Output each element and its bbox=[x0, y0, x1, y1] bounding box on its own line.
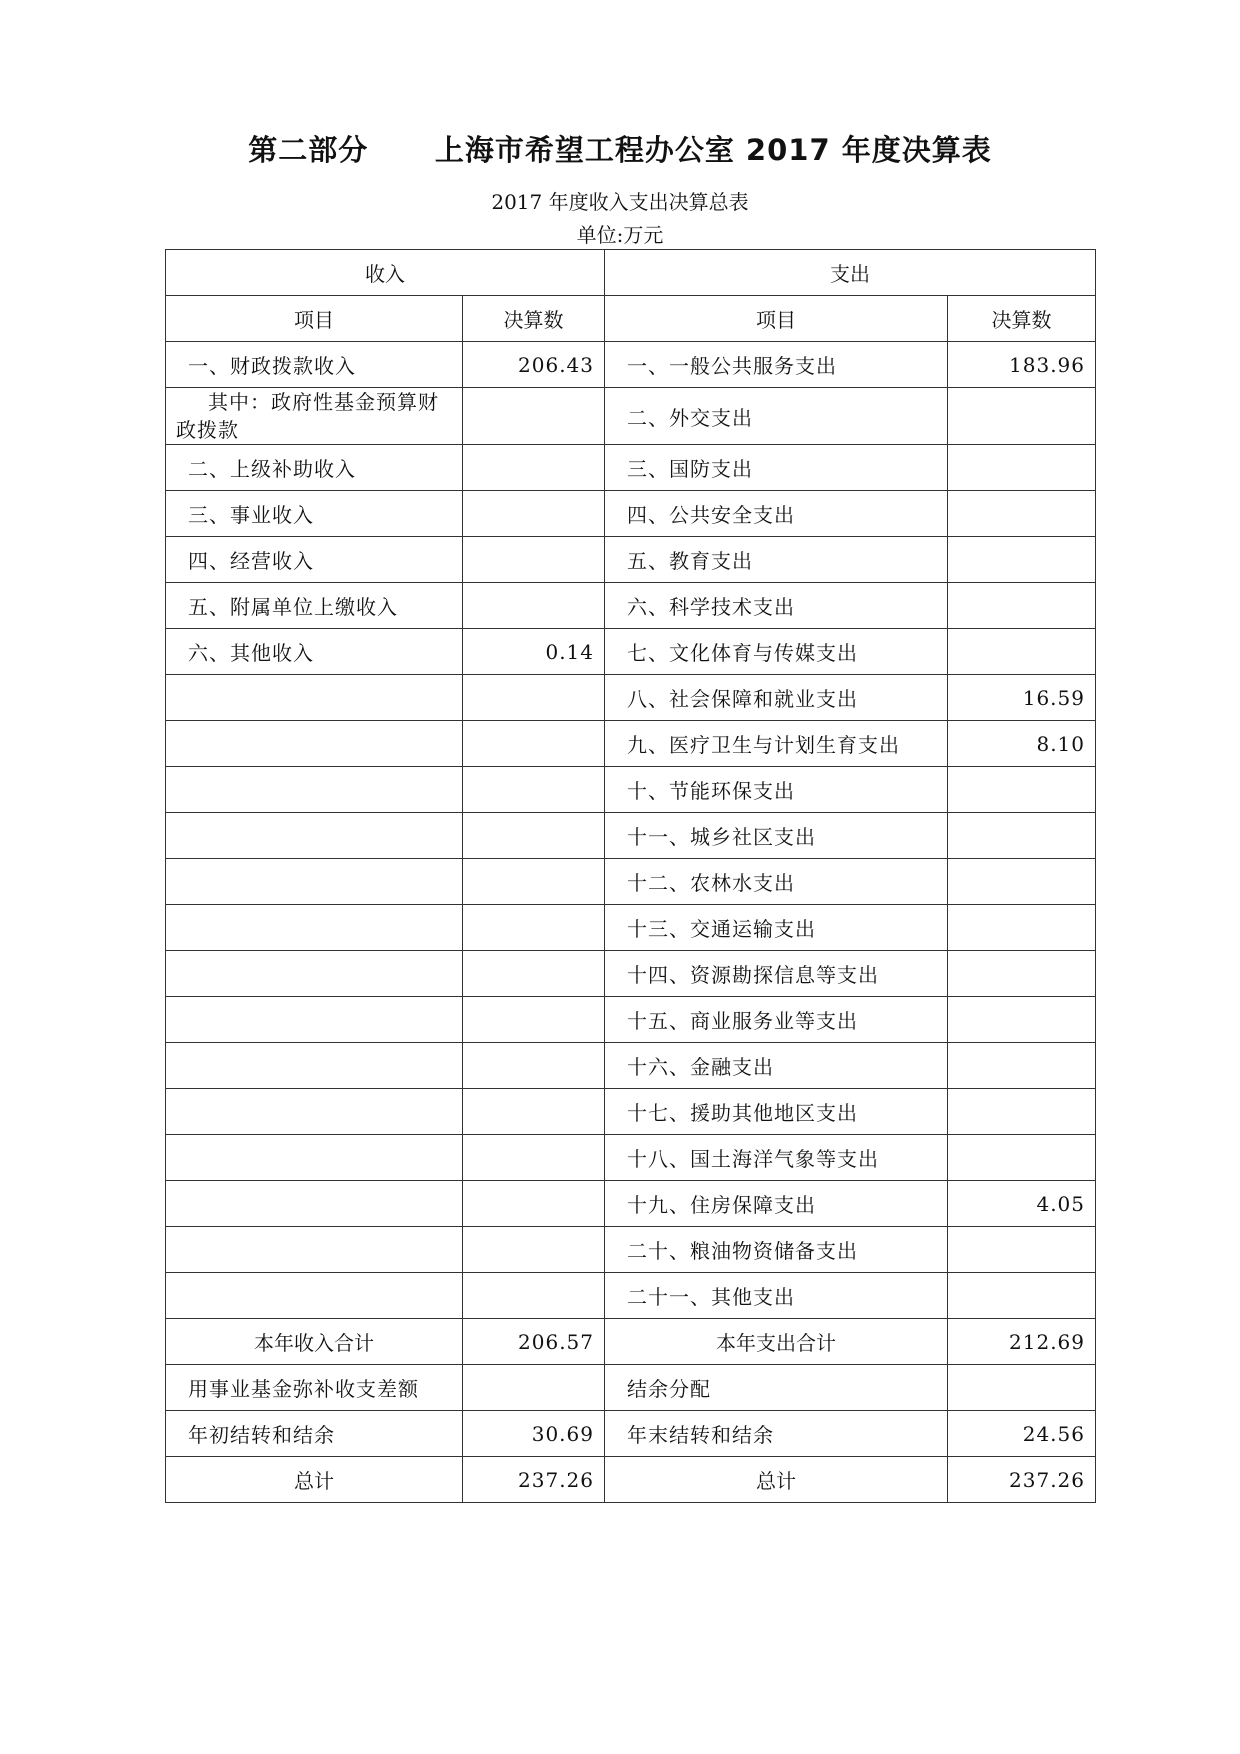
income-item-cell bbox=[166, 1273, 463, 1319]
income-amount-cell bbox=[463, 675, 605, 721]
table-row bbox=[166, 859, 1096, 905]
section-header-row bbox=[166, 250, 1096, 296]
table-row bbox=[166, 1273, 1096, 1319]
income-item-cell bbox=[166, 859, 463, 905]
table-row bbox=[166, 537, 1096, 583]
income-amount-cell bbox=[463, 1181, 605, 1227]
income-item-cell bbox=[166, 675, 463, 721]
expense-amount-cell bbox=[948, 1089, 1096, 1135]
summary-income-amount-cell: 30.69 bbox=[463, 1411, 605, 1457]
expense-amount-cell bbox=[948, 629, 1096, 675]
income-item-cell bbox=[166, 905, 463, 951]
expense-item-cell: 四、公共安全支出 bbox=[605, 491, 948, 537]
expense-amount-cell bbox=[948, 491, 1096, 537]
summary-expense-item-cell: 总计 bbox=[605, 1457, 948, 1503]
expense-item-cell: 十八、国土海洋气象等支出 bbox=[605, 1135, 948, 1181]
table-row bbox=[166, 767, 1096, 813]
expense-amount-cell: 4.05 bbox=[948, 1181, 1096, 1227]
expense-amount-cell: 16.59 bbox=[948, 675, 1096, 721]
expense-item-cell: 三、国防支出 bbox=[605, 445, 948, 491]
summary-expense-item-cell: 年末结转和结余 bbox=[605, 1411, 948, 1457]
unit-label: 单位:万元 bbox=[576, 223, 664, 247]
summary-expense-item-cell: 结余分配 bbox=[605, 1365, 948, 1411]
income-item-cell: 二、上级补助收入 bbox=[166, 445, 463, 491]
expense-amount-cell bbox=[948, 1135, 1096, 1181]
income-amount-cell bbox=[463, 859, 605, 905]
income-header: 收入 bbox=[166, 250, 605, 296]
summary-income-item-cell: 年初结转和结余 bbox=[166, 1411, 463, 1457]
table-row bbox=[166, 1135, 1096, 1181]
table-row bbox=[166, 629, 1096, 675]
table-row bbox=[166, 1043, 1096, 1089]
expense-item-cell: 十九、住房保障支出 bbox=[605, 1181, 948, 1227]
expense-item-cell: 十、节能环保支出 bbox=[605, 767, 948, 813]
budget-table bbox=[165, 249, 1096, 1503]
expense-amount-cell: 8.10 bbox=[948, 721, 1096, 767]
summary-expense-amount-cell: 237.26 bbox=[948, 1457, 1096, 1503]
expense-amount-cell bbox=[948, 767, 1096, 813]
expense-header: 支出 bbox=[605, 250, 1096, 296]
income-item-cell: 六、其他收入 bbox=[166, 629, 463, 675]
table-row bbox=[166, 388, 1096, 445]
expense-item-cell: 十四、资源勘探信息等支出 bbox=[605, 951, 948, 997]
income-item-cell bbox=[166, 1227, 463, 1273]
income-amount-cell bbox=[463, 767, 605, 813]
summary-expense-amount-cell: 24.56 bbox=[948, 1411, 1096, 1457]
table-row bbox=[166, 1089, 1096, 1135]
expense-amount-cell bbox=[948, 537, 1096, 583]
income-amount-cell bbox=[463, 951, 605, 997]
column-header-row bbox=[166, 296, 1096, 342]
income-item-cell bbox=[166, 1181, 463, 1227]
expense-item-cell: 八、社会保障和就业支出 bbox=[605, 675, 948, 721]
expense-item-cell: 一、一般公共服务支出 bbox=[605, 342, 948, 388]
income-item-cell: 一、财政拨款收入 bbox=[166, 342, 463, 388]
table-title: 2017 年度收入支出决算总表 bbox=[491, 190, 749, 214]
table-row bbox=[166, 997, 1096, 1043]
income-amount-cell bbox=[463, 445, 605, 491]
summary-income-amount-cell: 206.57 bbox=[463, 1319, 605, 1365]
expense-item-cell: 十七、援助其他地区支出 bbox=[605, 1089, 948, 1135]
expense-item-cell: 五、教育支出 bbox=[605, 537, 948, 583]
income-amount-cell: 206.43 bbox=[463, 342, 605, 388]
income-item-cell bbox=[166, 997, 463, 1043]
expense-amount-cell bbox=[948, 859, 1096, 905]
summary-expense-amount-cell bbox=[948, 1365, 1096, 1411]
table-row bbox=[166, 491, 1096, 537]
expense-item-cell: 六、科学技术支出 bbox=[605, 583, 948, 629]
budget-table-body bbox=[166, 250, 1096, 1503]
income-item-cell bbox=[166, 721, 463, 767]
expense-item-cell: 十六、金融支出 bbox=[605, 1043, 948, 1089]
expense-amount-cell bbox=[948, 583, 1096, 629]
income-item-cell: 四、经营收入 bbox=[166, 537, 463, 583]
income-item-column-header: 项目 bbox=[166, 296, 463, 342]
income-item-cell bbox=[166, 1043, 463, 1089]
expense-amount-column-header: 决算数 bbox=[948, 296, 1096, 342]
table-row bbox=[166, 445, 1096, 491]
income-amount-cell bbox=[463, 388, 605, 445]
summary-income-item-cell: 用事业基金弥补收支差额 bbox=[166, 1365, 463, 1411]
expense-item-cell: 二、外交支出 bbox=[605, 388, 948, 445]
income-amount-cell bbox=[463, 491, 605, 537]
expense-amount-cell bbox=[948, 905, 1096, 951]
expense-amount-cell bbox=[948, 813, 1096, 859]
income-item-note: 其中：政府性基金预算财政拨款 bbox=[176, 390, 439, 442]
income-amount-cell bbox=[463, 1135, 605, 1181]
page-title: 第二部分 上海市希望工程办公室 2017 年度决算表 bbox=[248, 133, 992, 167]
summary-expense-item-cell: 本年支出合计 bbox=[605, 1319, 948, 1365]
income-amount-column-header: 决算数 bbox=[463, 296, 605, 342]
table-row bbox=[166, 951, 1096, 997]
expense-amount-cell bbox=[948, 445, 1096, 491]
income-amount-cell bbox=[463, 721, 605, 767]
income-amount-cell bbox=[463, 1273, 605, 1319]
expense-amount-cell bbox=[948, 997, 1096, 1043]
expense-amount-cell: 183.96 bbox=[948, 342, 1096, 388]
summary-row bbox=[166, 1411, 1096, 1457]
expense-amount-cell bbox=[948, 951, 1096, 997]
table-row bbox=[166, 905, 1096, 951]
expense-item-cell: 七、文化体育与传媒支出 bbox=[605, 629, 948, 675]
summary-row bbox=[166, 1365, 1096, 1411]
income-item-cell: 三、事业收入 bbox=[166, 491, 463, 537]
table-row bbox=[166, 342, 1096, 388]
table-row bbox=[166, 675, 1096, 721]
expense-amount-cell bbox=[948, 1227, 1096, 1273]
income-amount-cell bbox=[463, 1089, 605, 1135]
table-row bbox=[166, 583, 1096, 629]
expense-item-cell: 十五、商业服务业等支出 bbox=[605, 997, 948, 1043]
income-amount-cell bbox=[463, 813, 605, 859]
income-item-cell bbox=[166, 388, 463, 445]
expense-item-cell: 九、医疗卫生与计划生育支出 bbox=[605, 721, 948, 767]
expense-amount-cell bbox=[948, 1273, 1096, 1319]
summary-income-item-cell: 总计 bbox=[166, 1457, 463, 1503]
expense-item-cell: 二十一、其他支出 bbox=[605, 1273, 948, 1319]
expense-item-column-header: 项目 bbox=[605, 296, 948, 342]
summary-row bbox=[166, 1319, 1096, 1365]
table-row bbox=[166, 1227, 1096, 1273]
income-item-cell bbox=[166, 1135, 463, 1181]
expense-item-cell: 十一、城乡社区支出 bbox=[605, 813, 948, 859]
table-row bbox=[166, 721, 1096, 767]
income-item-cell bbox=[166, 1089, 463, 1135]
income-amount-cell bbox=[463, 997, 605, 1043]
expense-amount-cell bbox=[948, 388, 1096, 445]
income-amount-cell bbox=[463, 1043, 605, 1089]
income-amount-cell bbox=[463, 1227, 605, 1273]
income-item-cell: 五、附属单位上缴收入 bbox=[166, 583, 463, 629]
summary-expense-amount-cell: 212.69 bbox=[948, 1319, 1096, 1365]
summary-income-item-cell: 本年收入合计 bbox=[166, 1319, 463, 1365]
summary-row bbox=[166, 1457, 1096, 1503]
table-row bbox=[166, 1181, 1096, 1227]
income-amount-cell bbox=[463, 537, 605, 583]
income-amount-cell bbox=[463, 905, 605, 951]
income-item-cell bbox=[166, 767, 463, 813]
expense-item-cell: 十三、交通运输支出 bbox=[605, 905, 948, 951]
income-amount-cell: 0.14 bbox=[463, 629, 605, 675]
summary-income-amount-cell: 237.26 bbox=[463, 1457, 605, 1503]
income-item-cell bbox=[166, 951, 463, 997]
expense-item-cell: 十二、农林水支出 bbox=[605, 859, 948, 905]
income-item-cell bbox=[166, 813, 463, 859]
income-amount-cell bbox=[463, 583, 605, 629]
expense-amount-cell bbox=[948, 1043, 1096, 1089]
summary-income-amount-cell bbox=[463, 1365, 605, 1411]
table-row bbox=[166, 813, 1096, 859]
expense-item-cell: 二十、粮油物资储备支出 bbox=[605, 1227, 948, 1273]
